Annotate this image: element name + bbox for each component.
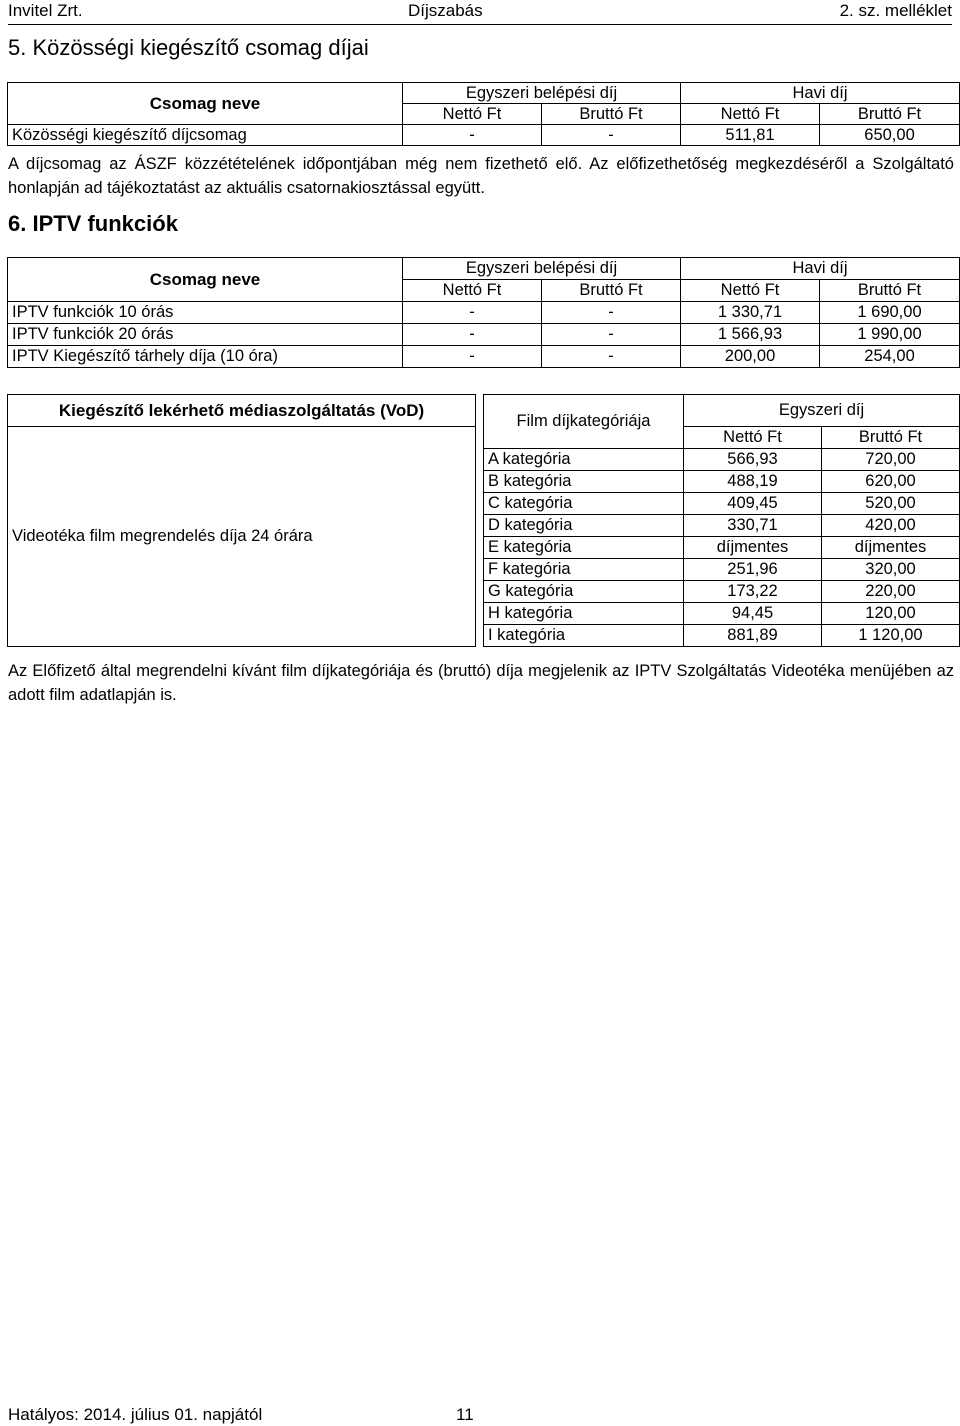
brutto-header: Bruttó Ft [820, 104, 960, 125]
table-gap [476, 395, 484, 647]
category-netto: díjmentes [684, 537, 822, 559]
package-name: IPTV Kiegészítő tárhely díja (10 óra) [8, 346, 403, 368]
vod-note: Az Előfizető által megrendelni kívánt film díjkategóriája és (bruttó) díja megjelenik az IPTV Szolgáltatás Videotéka menüjében az adott film adatlapján is. [8, 662, 954, 704]
category-brutto: 420,00 [822, 515, 960, 537]
netto-header: Nettó Ft [403, 104, 542, 125]
package-name-header: Csomag neve [8, 83, 403, 125]
brutto-header: Bruttó Ft [542, 104, 681, 125]
monthly-brutto: 1 990,00 [820, 324, 960, 346]
category-name: E kategória [484, 537, 684, 559]
category-netto: 94,45 [684, 603, 822, 625]
category-netto: 173,22 [684, 581, 822, 603]
table-row [8, 346, 960, 368]
document-title: Díjszabás [408, 1, 483, 20]
monthly-brutto: 1 690,00 [820, 302, 960, 324]
page-footer [8, 1404, 474, 1426]
section-5-title: 5. Közösségi kiegészítő csomag díjai [8, 35, 369, 60]
monthly-fee-header: Havi díj [681, 83, 960, 104]
package-name: Közösségi kiegészítő díjcsomag [8, 125, 403, 146]
package-name: IPTV funkciók 10 órás [8, 302, 403, 324]
page-header [8, 0, 952, 24]
onetime-netto: - [403, 346, 542, 368]
page-number: 11 [456, 1405, 474, 1424]
package-name-header: Csomag neve [8, 258, 403, 302]
onetime-netto: - [403, 302, 542, 324]
netto-header: Nettó Ft [684, 427, 822, 449]
category-netto: 409,45 [684, 493, 822, 515]
community-package-table [7, 82, 960, 146]
monthly-netto: 511,81 [681, 125, 820, 146]
section-6-title: 6. IPTV funkciók [8, 211, 178, 236]
category-brutto: díjmentes [822, 537, 960, 559]
onetime-fee-header: Egyszeri belépési díj [403, 83, 681, 104]
category-brutto: 120,00 [822, 603, 960, 625]
monthly-brutto: 650,00 [820, 125, 960, 146]
netto-header: Nettó Ft [681, 280, 820, 302]
onetime-brutto: - [542, 125, 681, 146]
category-name: D kategória [484, 515, 684, 537]
package-name: IPTV funkciók 20 órás [8, 324, 403, 346]
brutto-header: Bruttó Ft [822, 427, 960, 449]
section-5-note: A díjcsomag az ÁSZF közzétételének időpontjában még nem fizethető elő. Az előfizethetőség megkezdéséről a Szolgáltató honlapján ad tájékoztatást az aktuális csatornakiosztással együtt. [8, 155, 954, 197]
onetime-brutto: - [542, 302, 681, 324]
category-brutto: 620,00 [822, 471, 960, 493]
header-divider [8, 24, 952, 25]
table-row [8, 302, 960, 324]
category-name: B kategória [484, 471, 684, 493]
onetime-brutto: - [542, 346, 681, 368]
category-netto: 566,93 [684, 449, 822, 471]
monthly-netto: 1 330,71 [681, 302, 820, 324]
annex-label: 2. sz. melléklet [839, 1, 952, 20]
vod-fee-table [7, 394, 960, 647]
vod-title: Kiegészítő lekérhető médiaszolgáltatás (VoD) [8, 395, 476, 427]
onetime-netto: - [403, 324, 542, 346]
category-name: F kategória [484, 559, 684, 581]
onetime-fee-header: Egyszeri belépési díj [403, 258, 681, 280]
iptv-functions-table [7, 257, 960, 368]
category-brutto: 220,00 [822, 581, 960, 603]
netto-header: Nettó Ft [403, 280, 542, 302]
category-name: I kategória [484, 625, 684, 647]
vod-description: Videotéka film megrendelés díja 24 órára [8, 427, 476, 647]
monthly-fee-header: Havi díj [681, 258, 960, 280]
table-row [8, 324, 960, 346]
company-name: Invitel Zrt. [8, 1, 83, 20]
category-name: H kategória [484, 603, 684, 625]
monthly-brutto: 254,00 [820, 346, 960, 368]
category-name: C kategória [484, 493, 684, 515]
brutto-header: Bruttó Ft [820, 280, 960, 302]
monthly-netto: 1 566,93 [681, 324, 820, 346]
category-brutto: 320,00 [822, 559, 960, 581]
onetime-brutto: - [542, 324, 681, 346]
netto-header: Nettó Ft [681, 104, 820, 125]
monthly-netto: 200,00 [681, 346, 820, 368]
category-brutto: 520,00 [822, 493, 960, 515]
category-netto: 488,19 [684, 471, 822, 493]
brutto-header: Bruttó Ft [542, 280, 681, 302]
category-brutto: 1 120,00 [822, 625, 960, 647]
category-netto: 251,96 [684, 559, 822, 581]
category-netto: 330,71 [684, 515, 822, 537]
category-name: A kategória [484, 449, 684, 471]
onetime-netto: - [403, 125, 542, 146]
onetime-fee-header: Egyszeri díj [684, 395, 960, 427]
table-row [8, 125, 960, 146]
category-brutto: 720,00 [822, 449, 960, 471]
effective-date: Hatályos: 2014. július 01. napjától [8, 1405, 263, 1424]
category-name: G kategória [484, 581, 684, 603]
film-category-header: Film díjkategóriája [484, 395, 684, 449]
category-netto: 881,89 [684, 625, 822, 647]
